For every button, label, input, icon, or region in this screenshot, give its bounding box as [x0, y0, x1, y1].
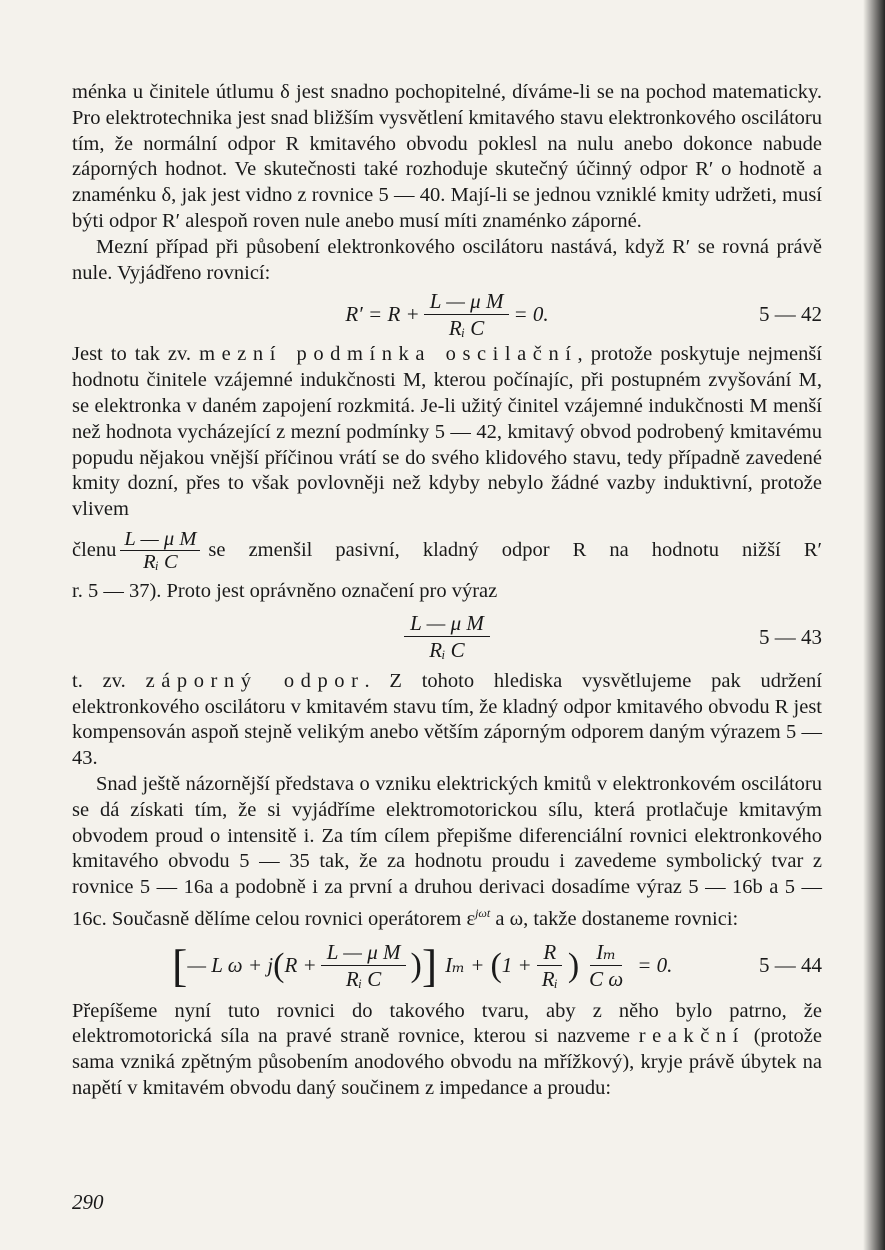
p6-spaced-term: reakční	[638, 1025, 745, 1048]
clen-line	[72, 523, 822, 579]
paragraph-5	[72, 772, 822, 933]
eq44-frac2-den: Rᵢ	[541, 967, 558, 992]
p4-text-a: t. zv.	[72, 669, 146, 692]
page-number: 290	[72, 1190, 104, 1214]
equation-5-44	[72, 933, 822, 999]
eq44-right-bracket: ]	[421, 939, 438, 991]
paragraph-3-cont: r. 5 — 37). Proto jest oprávněno označení pro výraz	[72, 579, 498, 602]
eq42-lhs: R′ = R +	[345, 301, 420, 326]
clen-rest: se zmenšil pasivní, kladný odpor R na hodnotu nižší R′	[208, 539, 822, 562]
p4-text-b: . Z tohoto hlediska vysvětlujeme pak udržení elektronkového oscilátoru v kmitavém stavu tím, že kladný odpor kmitavého obvodu R jest kompensován aspoň stejně velikým anebo větším záporným odporem daným výrazem 5 — 43.	[72, 669, 823, 770]
equation-5-42	[72, 286, 822, 342]
inline-frac-denominator: Rᵢ C	[143, 551, 178, 574]
inline-fraction	[120, 528, 200, 573]
p6-text-a: Přepíšeme nyní tuto rovnici do takového tvaru, aby z něho bylo patrno, že elektromotorická síla na pravé straně rovnice, kterou si nazveme	[72, 999, 822, 1048]
p6-text-b: (protože sama vzniká zpětným působením anodového obvodu na mřížkový), kryje právě úbytek na napětí v kmitavém obvodu daný součinem z impedance a proudu:	[72, 1025, 822, 1099]
p5-end: a ω, takže dostaneme rovnici:	[490, 907, 739, 930]
eq44-left-paren-2: (	[490, 946, 502, 984]
eq44-right-paren: )	[410, 946, 422, 984]
eq44-fraction-1	[321, 940, 407, 991]
eq44-frac3-num: Iₘ	[590, 940, 622, 966]
eq44-number: 5 — 44	[759, 952, 822, 977]
p3-text-a: Jest to tak zv.	[72, 343, 200, 366]
eq42-rhs: = 0.	[513, 301, 549, 326]
eq44-right-paren-2: )	[567, 946, 580, 984]
eq44-im: Iₘ +	[445, 953, 485, 978]
eq43-denominator: Rᵢ C	[429, 638, 465, 663]
p3-spaced-term: mezní podmínka oscilační	[199, 343, 578, 366]
eq44-left-paren: (	[273, 946, 285, 984]
p4-spaced-term: záporný odpor	[145, 669, 365, 692]
p3-text-b: , protože poskytuje nejmenší hodnotu činitele vzájemné indukčnosti M, kterou počínajíc, při postupném zvyšování M, se elektronka v daném zapojení rozkmitá. Je-li užitý činitel vzájemné indukčnosti M menší než hodnota vycházející z mezní podmínky 5 — 42, kmitavý obvod podrobený kmitavému popudu nějakou vnější příčinou vrátí se do svého klidového stavu, tedy případně zavedené kmity dozní, přes to však povlovněji než kdyby nebylo žádné vazby induktivní, protože vlivem	[72, 343, 822, 521]
eq43-fraction	[404, 611, 490, 662]
eq44-part2: R +	[284, 953, 317, 978]
page-body	[72, 80, 822, 1102]
eq44-frac2-num: R	[537, 940, 562, 966]
eq42-numerator: L — μ M	[424, 289, 510, 315]
paragraph-6	[72, 999, 822, 1102]
eq44-fraction-3	[583, 940, 629, 991]
eq43-number: 5 — 43	[759, 624, 822, 649]
eq44-frac1-num: L — μ M	[321, 940, 407, 966]
page-edge-shadow	[863, 0, 885, 1250]
p5-superscript: jωt	[475, 905, 491, 920]
clen-word: členu	[72, 539, 117, 562]
paragraph-2: Mezní případ při působení elektronkového oscilátoru nastává, když R′ se rovná právě nule. Vyjádřeno rovnicí:	[72, 235, 822, 284]
eq44-one-plus: 1 +	[501, 953, 532, 978]
eq43-numerator: L — μ M	[404, 611, 490, 637]
paragraph-1: ménka u činitele útlumu δ jest snadno pochopitelné, díváme-li se na pochod matematicky. Pro elektrotechnika jest snad bližším vysvětlení kmitavého stavu elektronkového oscilátoru tím, že normální odpor R kmitavého obvodu poklesl na nulu anebo dokonce nabude záporných hodnot. Ve skutečnosti také rozhoduje skutečný účinný odpor R′ o hodnotě a znaménku δ, jak jest vidno z rovnice 5 — 40. Mají-li se jednou vzniklé kmity udržeti, musí býti odpor R′ alespoň roven nule anebo musí míti znaménko záporné.	[72, 81, 822, 232]
paragraph-3	[72, 342, 822, 523]
eq42-number: 5 — 42	[759, 302, 822, 327]
eq42-denominator: Rᵢ C	[448, 315, 485, 340]
eq44-part1: — L ω + j	[187, 953, 274, 978]
eq42-fraction	[424, 289, 510, 340]
eq44-rhs: = 0.	[637, 953, 673, 978]
p5-text: Snad ještě názornější představa o vzniku elektrických kmitů v elektronkovém oscilátoru se dá získati tím, že si vyjádříme elektromotorickou sílu, která protlačuje kmitavým obvodem proud o intensitě i. Za tím cílem přepišme diferenciální rovnici elektronkového kmitavého obvodu 5 — 35 tak, že za hodnotu proudu i zavedeme symbolický tvar z rovnice 5 — 16a a podobně i za první a druhou derivaci dosadíme výraz 5 — 16b a 5 — 16c. Současně dělíme celou rovnici operátorem ε	[72, 772, 822, 930]
eq44-frac3-den: C ω	[589, 967, 624, 992]
eq44-frac1-den: Rᵢ C	[345, 967, 382, 992]
eq44-left-bracket: [	[172, 939, 188, 991]
equation-5-43	[72, 605, 822, 669]
inline-frac-numerator: L — μ M	[120, 528, 200, 551]
paragraph-4	[72, 669, 822, 772]
eq44-fraction-2	[536, 940, 564, 991]
